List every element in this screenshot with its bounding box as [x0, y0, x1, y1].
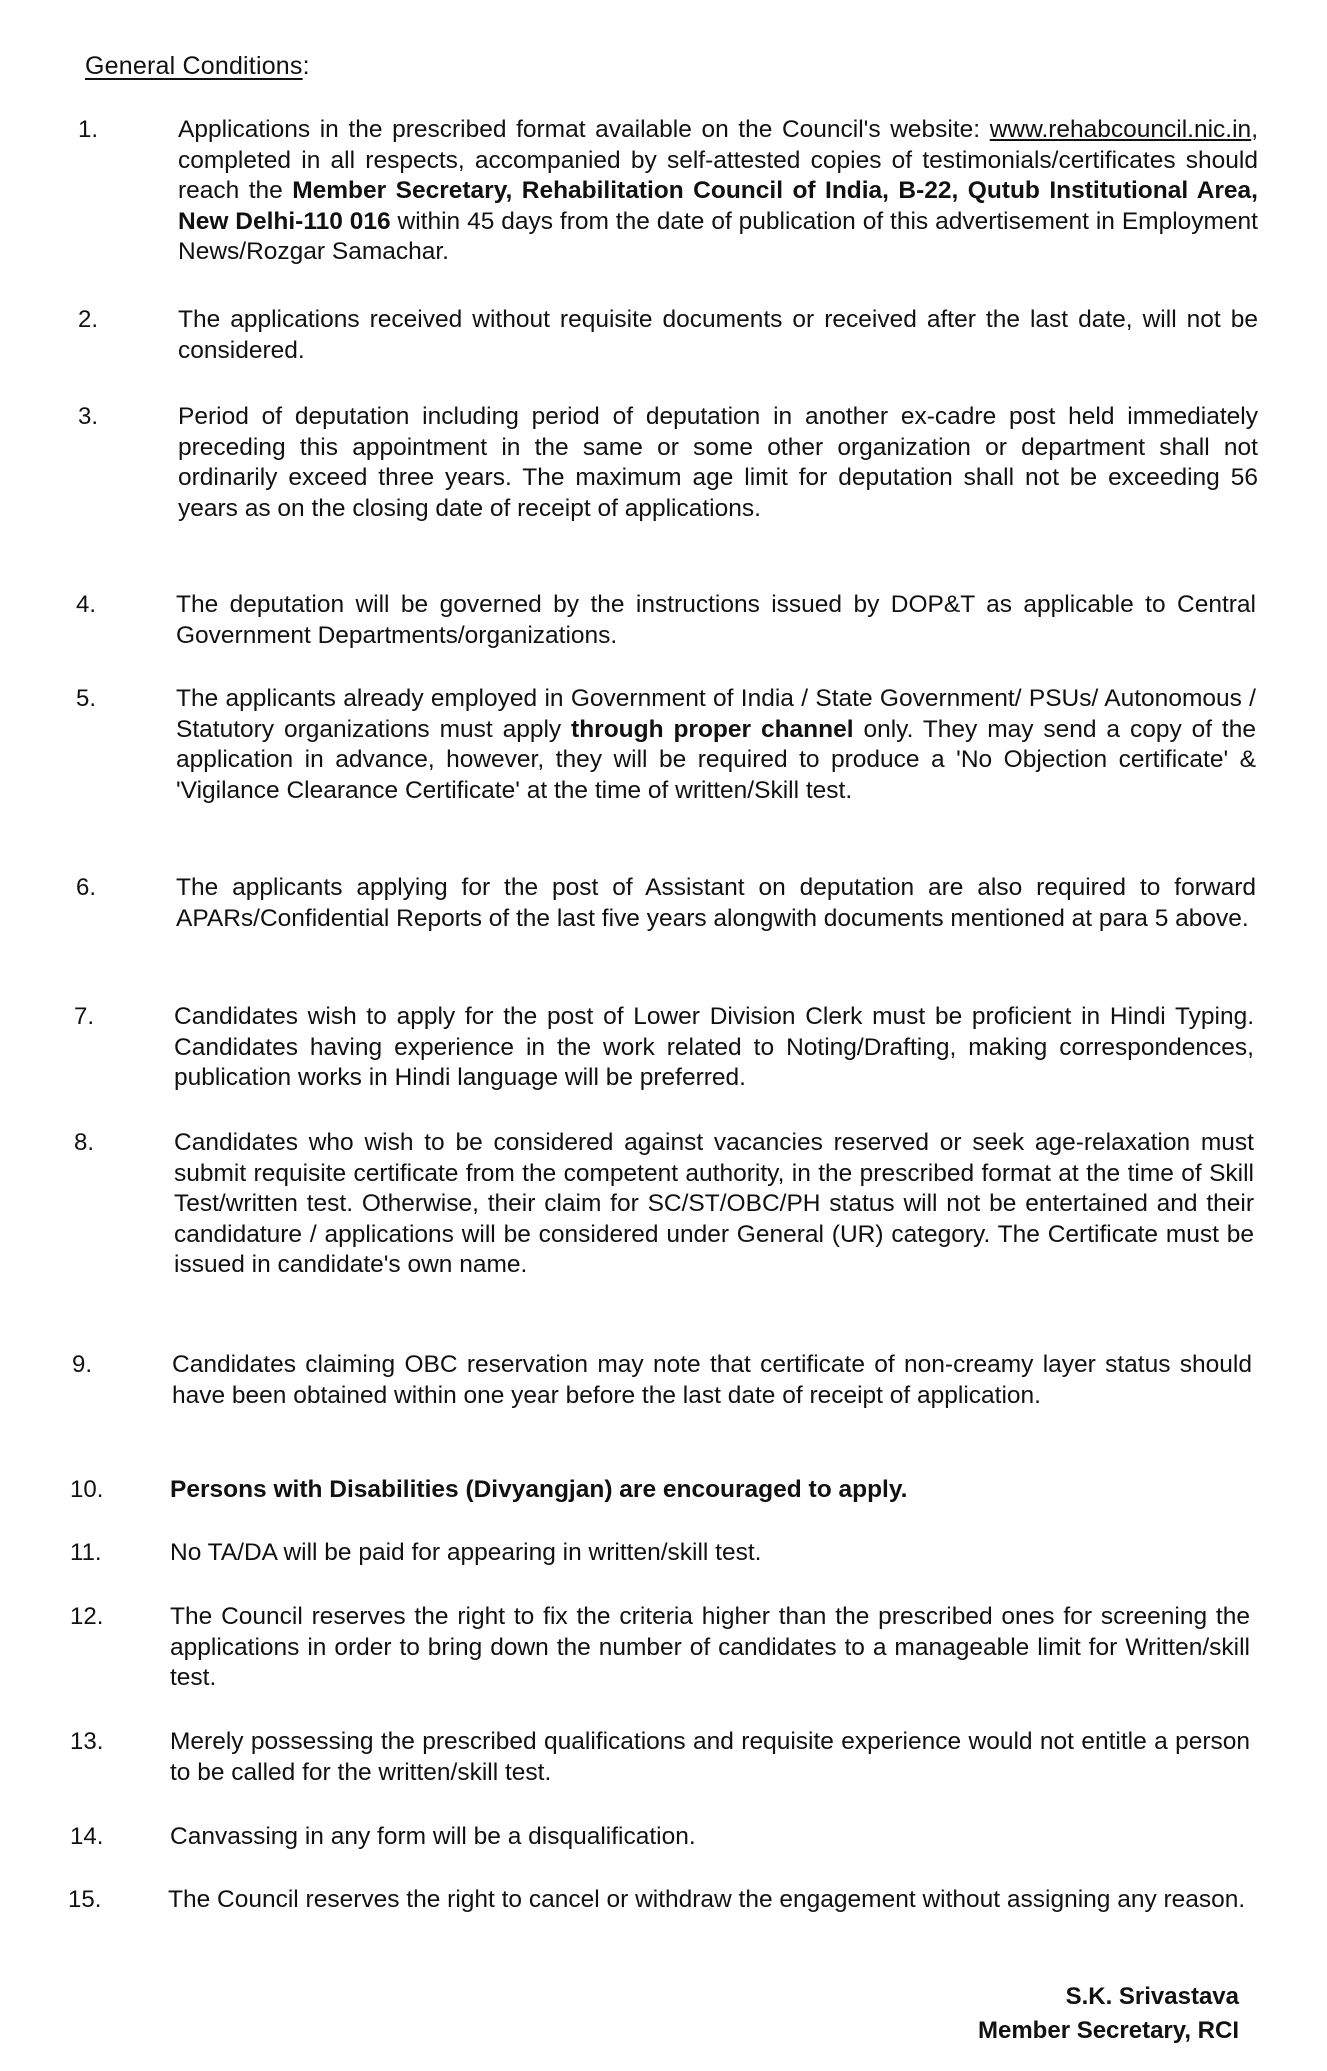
text-run: Applications in the prescribed format available on the Council's website: [178, 116, 990, 143]
condition-number: 6. [76, 874, 97, 901]
condition-number: 14. [70, 1823, 104, 1850]
bold-phrase: Persons with Disabilities (Divyangjan) are encouraged to apply. [170, 1476, 908, 1503]
text-run: , completed in all respects, accompanied by self-attested copies of testimonials/certificates should reach the [178, 116, 1258, 204]
condition-item-15 [60, 1885, 1260, 1916]
condition-text: No TA/DA will be paid for appearing in written/skill test. [170, 1539, 762, 1566]
text-run: only. They may send a copy of the application in advance, however, they will be required to produce a 'No Objection certificate' & 'Vigilance Clearance Certificate' at the time of written/Skill test. [176, 715, 1256, 804]
condition-item-7 [66, 1002, 1266, 1094]
condition-number: 13. [70, 1728, 104, 1755]
website-link[interactable]: www.rehabcouncil.nic.in [989, 116, 1252, 143]
condition-text: Candidates wish to apply for the post of Lower Division Clerk must be proficient in Hindi Typing. Candidates having experience in the work related to Noting/Drafting, making correspondences, publication works in Hindi language will be preferred. [174, 1003, 1254, 1091]
condition-item-6 [68, 873, 1268, 934]
condition-item-10 [62, 1475, 1262, 1506]
condition-number: 10. [70, 1476, 104, 1503]
condition-text: The Council reserves the right to cancel or withdraw the engagement without assigning any reason. [168, 1886, 1246, 1913]
condition-number: 12. [70, 1603, 104, 1630]
condition-item-1 [70, 115, 1270, 268]
bold-phrase: through proper channel [571, 715, 854, 743]
page-title [85, 52, 310, 81]
condition-number: 15. [68, 1886, 102, 1913]
address-bold: Member Secretary, Rehabilitation Council of India, B-22, Qutub Institutional Area, New Delhi-110 016 [178, 177, 1258, 235]
condition-item-4 [68, 590, 1268, 651]
condition-number: 1. [78, 116, 99, 143]
condition-number: 2. [78, 306, 99, 333]
condition-text: Merely possessing the prescribed qualifications and requisite experience would not entitle a person to be called for the written/skill test. [170, 1728, 1250, 1786]
condition-item-13 [62, 1727, 1262, 1788]
condition-text [178, 115, 1270, 268]
condition-number: 7. [74, 1003, 95, 1030]
condition-text [176, 684, 1268, 806]
condition-number: 8. [74, 1129, 95, 1156]
condition-item-8 [66, 1128, 1266, 1281]
condition-item-3 [70, 402, 1270, 524]
heading-colon: : [302, 52, 310, 80]
condition-item-2 [70, 305, 1270, 366]
condition-text [170, 1475, 1262, 1506]
condition-text: The applicants applying for the post of Assistant on deputation are also required to forward APARs/Confidential Reports of the last five years alongwith documents mentioned at para 5 above. [176, 874, 1256, 932]
condition-text: Candidates who wish to be considered against vacancies reserved or seek age-relaxation must submit requisite certificate from the competent authority, in the prescribed format at the time of Skill Test/written test. Otherwise, their claim for SC/ST/OBC/PH status will not be entertained and their candidature / applications will be considered under General (UR) category. The Certificate must be issued in candidate's own name. [174, 1129, 1254, 1278]
condition-item-14 [62, 1822, 1262, 1853]
condition-item-11 [62, 1538, 1262, 1569]
condition-item-12 [62, 1602, 1262, 1694]
signatory-name: S.K. Srivastava [1065, 1983, 1239, 2010]
heading-text: General Conditions [85, 52, 303, 80]
condition-number: 4. [76, 591, 97, 618]
condition-number: 5. [76, 685, 97, 712]
condition-number: 3. [78, 403, 99, 430]
condition-text: The Council reserves the right to fix the criteria higher than the prescribed ones for screening the applications in order to bring down the number of candidates to a manageable limit for Written/skill test. [170, 1603, 1250, 1691]
condition-number: 11. [70, 1539, 102, 1566]
condition-text: Canvassing in any form will be a disqualification. [170, 1823, 696, 1850]
text-run: within 45 days from the date of publication of this advertisement in Employment News/Rozgar Samachar. [178, 207, 1258, 265]
text-run: The applicants already employed in Government of India / State Government/ PSUs/ Autonomous / Statutory organizations must apply [176, 685, 1256, 743]
condition-text: Period of deputation including period of deputation in another ex-cadre post held immediately preceding this appointment in the same or some other organization or department shall not ordinarily exceed three years. The maximum age limit for deputation shall not be exceeding 56 years as on the closing date of receipt of applications. [178, 403, 1258, 522]
signatory-title: Member Secretary, RCI [978, 2017, 1239, 2044]
condition-text: Candidates claiming OBC reservation may note that certificate of non-creamy layer status should have been obtained within one year before the last date of receipt of application. [172, 1351, 1252, 1409]
condition-item-9 [64, 1350, 1264, 1411]
condition-number: 9. [72, 1351, 93, 1378]
condition-item-5 [68, 684, 1268, 806]
condition-text: The deputation will be governed by the instructions issued by DOP&T as applicable to Central Government Departments/organizations. [176, 591, 1256, 649]
condition-text: The applications received without requisite documents or received after the last date, will not be considered. [178, 306, 1258, 364]
signature-block [978, 1980, 1239, 2048]
